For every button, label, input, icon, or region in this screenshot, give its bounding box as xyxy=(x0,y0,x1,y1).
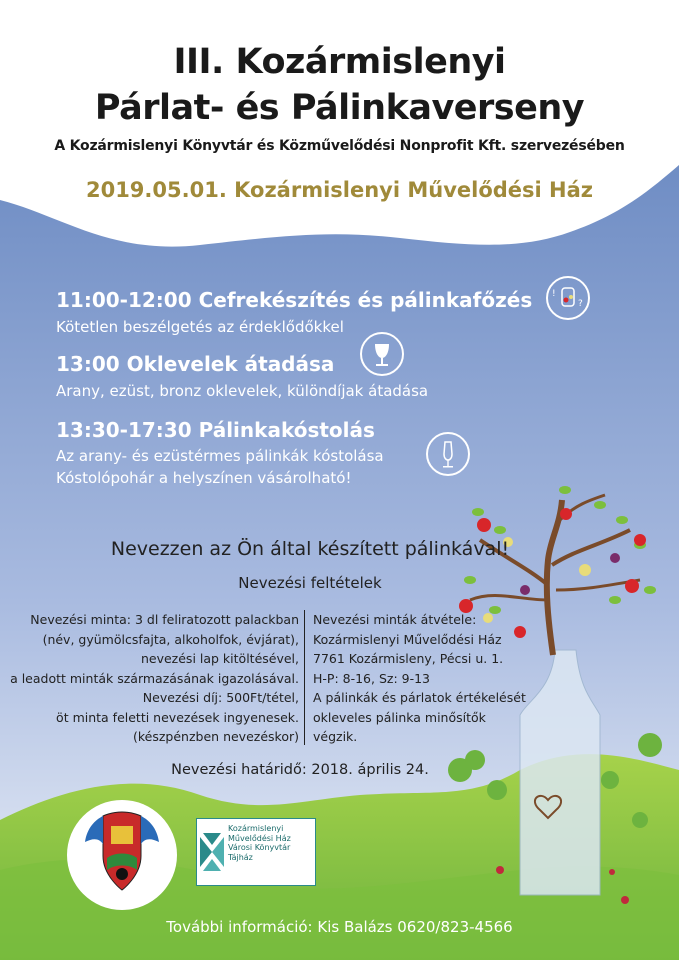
cond-right-line: végzik. xyxy=(313,729,358,744)
entry-call: Nevezzen az Ön által készített pálinkával! xyxy=(110,538,510,560)
cond-right-line: 7761 Kozármisleny, Pécsi u. 1. xyxy=(313,651,504,666)
program-3-desc-1: Az arany- és ezüstérmes pálinkák kóstolása xyxy=(56,447,384,465)
trophy-icon xyxy=(360,332,404,376)
cond-left-line: Nevezési minta: 3 dl feliratozott palackban xyxy=(30,612,299,627)
conditions-title: Nevezési feltételek xyxy=(238,574,382,592)
cond-left-line: (készpénzben nevezéskor) xyxy=(133,729,299,744)
svg-text:?: ? xyxy=(578,299,583,309)
logo-line: Művelődési Ház xyxy=(228,833,291,843)
logo-line: Tájház xyxy=(228,852,253,862)
program-1-desc: Kötetlen beszélgetés az érdeklődőkkel xyxy=(56,318,344,336)
conditions-left xyxy=(10,610,299,747)
cond-left-line: öt minta feletti nevezések ingyenesek. xyxy=(56,709,299,725)
cond-right-line: A pálinkák és párlatok értékelését xyxy=(313,690,526,705)
title-line-2: Párlat- és Pálinkaverseny xyxy=(94,88,585,128)
cond-right-line: H-P: 8-16, Sz: 9-13 xyxy=(313,670,430,686)
contact-info: További információ: Kis Balázs 0620/823-4566 xyxy=(166,918,513,936)
program-2-time: 13:00 Oklevelek átadása xyxy=(56,352,335,376)
program-1-time: 11:00-12:00 Cefrekészítés és pálinkafőzés xyxy=(56,288,533,312)
logo-text xyxy=(228,824,291,862)
program-3-desc-2: Kóstolópohár a helyszínen vásárolható! xyxy=(56,469,352,487)
conditions-right xyxy=(313,610,526,747)
title-line-1: III. Kozármislenyi xyxy=(173,42,506,82)
cond-left-line: (név, gyümölcsfajta, alkoholfok, évjárat), xyxy=(42,631,299,647)
column-divider xyxy=(304,610,305,745)
cond-right-line: Kozármislenyi Művelődési Ház xyxy=(313,631,502,647)
date-venue: 2019.05.01. Kozármislenyi Művelődési Ház xyxy=(85,178,594,202)
entry-deadline: Nevezési határidő: 2018. április 24. xyxy=(171,762,429,778)
cond-left-line: nevezési lap kitöltésével, xyxy=(140,651,299,666)
program-2-desc: Arany, ezüst, bronz oklevelek, különdíjak átadása xyxy=(56,382,429,400)
cond-right-line: Nevezési minták átvétele: xyxy=(313,612,477,627)
cond-left-line: a leadott minták származásának igazolásával. xyxy=(10,670,299,686)
cond-right-line: okleveles pálinka minősítők xyxy=(313,709,486,725)
cond-left-line: Nevezési díj: 500Ft/tétel, xyxy=(142,690,299,705)
tasting-glass-icon xyxy=(426,432,470,476)
fruit-bottle-icon xyxy=(546,276,590,320)
program-3-time: 13:30-17:30 Pálinkakóstolás xyxy=(56,418,375,442)
logo-line: Kozármislenyi xyxy=(228,824,284,833)
svg-text:!: ! xyxy=(552,289,556,299)
town-crest xyxy=(67,800,177,910)
logo-line: Városi Könyvtár xyxy=(228,843,291,852)
organizer-line: A Kozármislenyi Könyvtár és Közművelődési Nonprofit Kft. szervezésében xyxy=(54,138,625,154)
